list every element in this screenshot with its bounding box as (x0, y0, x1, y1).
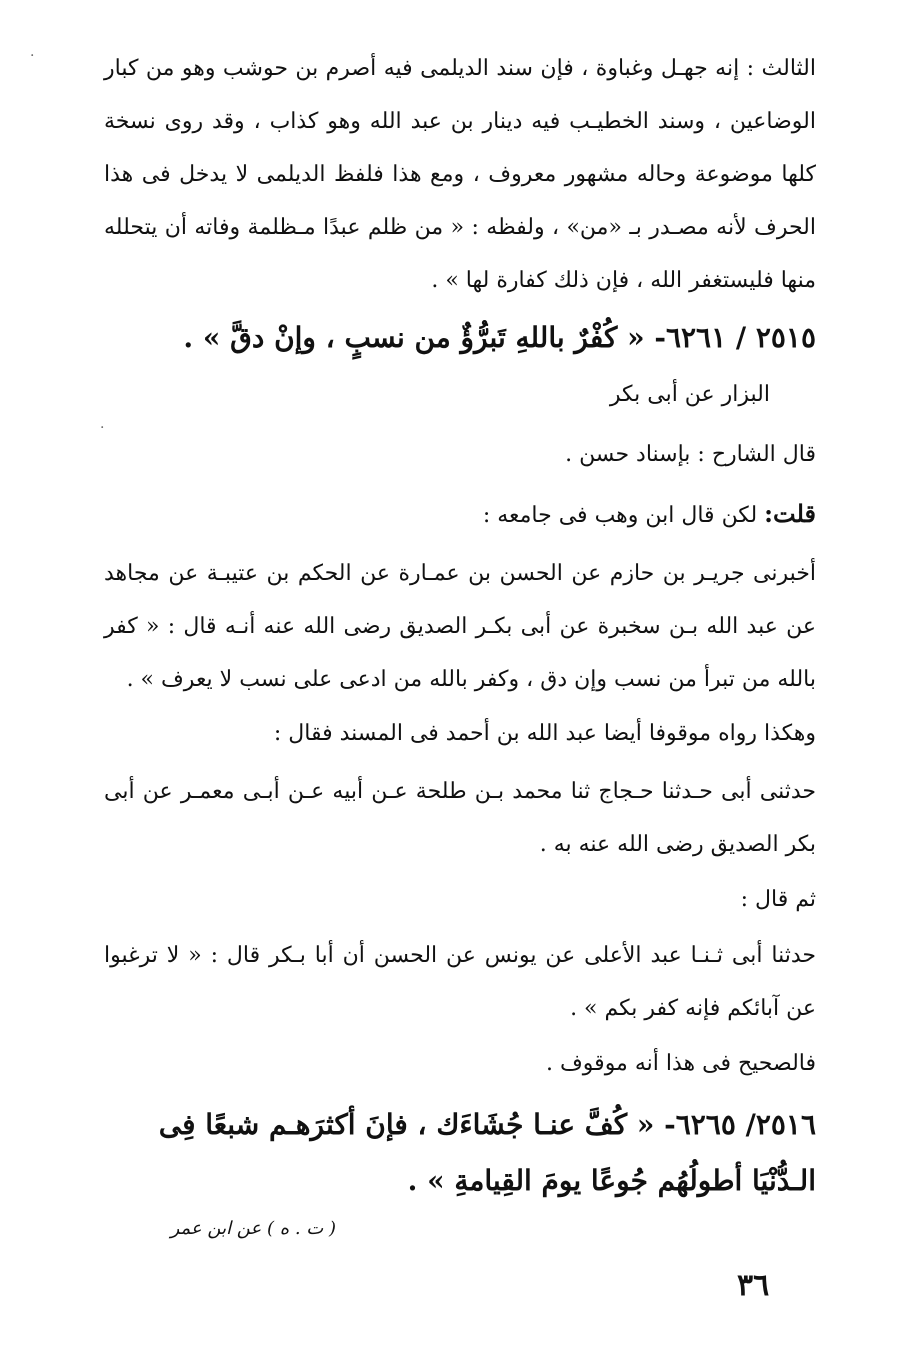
hadith-2515: ٢٥١٥ / ٦٢٦١- « كُفْرٌ باللهِ تَبرُّؤٌ من نسبٍ ، وإنْ دقَّ » . (183, 321, 816, 354)
paragraph-commentator: قال الشارح : بإسناد حسن . (565, 442, 816, 467)
paragraph-qultu (104, 487, 816, 542)
paragraph-third-point: الثالث : إنه جهـل وغباوة ، فإن سند الديلمى فيه أصرم بن حوشب وهو من كبار الوضاعين ، وسند الخطيـب فيه دينار بن عبد الله وهو كذاب ، وقد روى نسخة كلها موضوعة وحاله مشهور معروف ، ومع هذا فلفظ الديلمى لا يدخل فى هذا الحرف لأنه مصـدر بـ «من» ، ولفظه : « من ظلم عبدًا مـظلمة وفاته أن يتحلله منها فليستغفر الله ، فإن ذلك كفارة لها » . (104, 56, 816, 293)
paragraph-ibn-wahb-chain: أخبرنى جريـر بن حازم عن الحسن بن عمـارة عن الحكم بن عتيبـة عن مجاهد عن عبد الله بـن سخبرة عن أبى بكـر الصديق رضى الله عنه أنـه قال : « كفر بالله من تبرأ من نسب وإن دق ، وكفر بالله من ادعى على نسب لا يعرف » . (104, 561, 816, 692)
scan-speck: · (100, 420, 105, 436)
paragraph-abdullah-musnad: وهكذا رواه موقوفا أيضا عبد الله بن أحمد فى المسند فقال : (273, 721, 816, 746)
hadith-2515-source: البزار عن أبى بكر (609, 382, 770, 407)
paragraph-chain-abu-mamar: حدثنى أبى حـدثنا حـجاج ثنا محمد بـن طلحة عـن أبيه عـن أبـى معمـر عن أبى بكر الصديق رضى الله عنه به . (104, 779, 816, 857)
qultu-text: لكن قال ابن وهب فى جامعه : (482, 503, 765, 528)
paragraph-la-targhabu: حدثنا أبى ثـنـا عبد الأعلى عن يونس عن الحسن أن أبا بـكر قال : « لا ترغبوا عن آبائكم فإنه كفر بكم » . (104, 943, 816, 1021)
hadith-2516-source: ( ت . ه ) عن ابن عمر (170, 1218, 336, 1239)
hadith-2516: ٢٥١٦/ ٦٢٦٥- « كُفَّ عنـا جُشَاءَك ، فإنَ أكثرَهـم شبعًا فِى الـدُّنْيَا أطولُهُم جُوعًا يومَ القِيامةِ » . (158, 1108, 816, 1197)
scan-speck: · (30, 48, 35, 64)
paragraph-then-said: ثم قال : (740, 887, 816, 912)
paragraph-conclusion: فالصحيح فى هذا أنه موقوف . (546, 1051, 816, 1076)
page-number: ٣٦ (737, 1268, 770, 1303)
qultu-label: قلت: (764, 499, 816, 528)
